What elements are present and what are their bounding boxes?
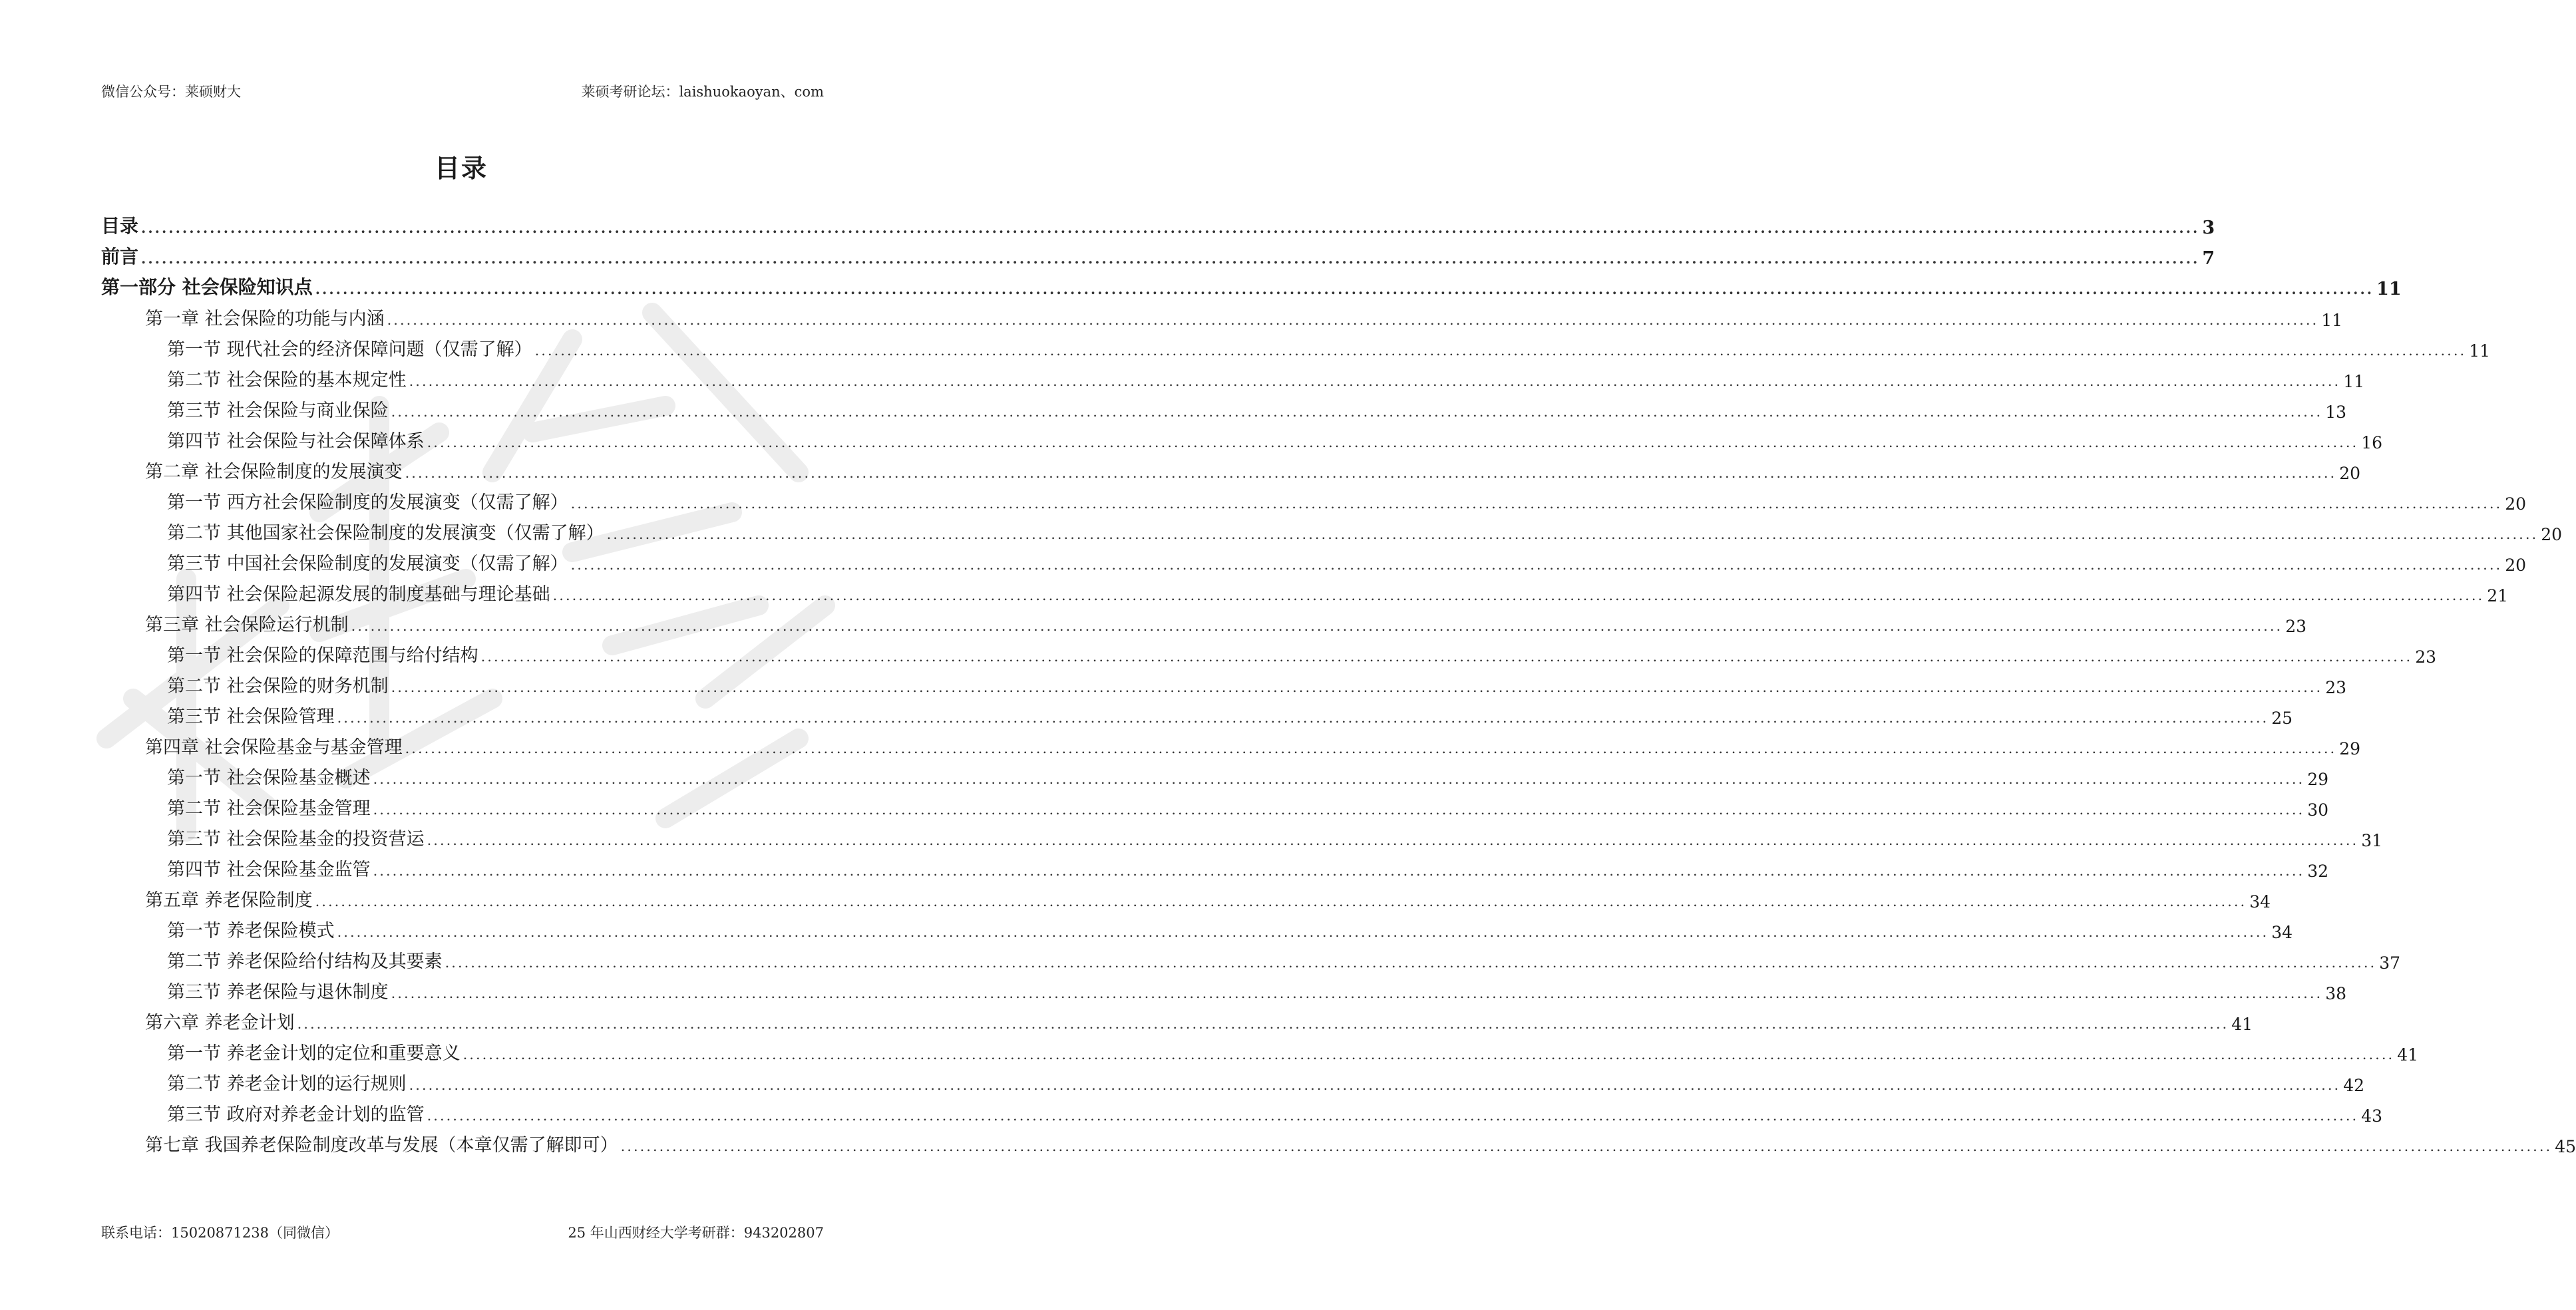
toc-entry-label: 第一节 现代社会的经济保障问题（仅需了解） <box>167 339 532 360</box>
toc-entry-label: 第一章 社会保险的功能与内涵 <box>145 309 385 329</box>
toc-dot-leader: ............................................................................................................................................................................................................................................................................................................ <box>141 220 2200 236</box>
toc-dot-leader: ............................................................................................................................................................................................................................................................................................................ <box>373 771 2305 787</box>
toc-entry-page-number: 25 <box>2271 709 2293 728</box>
toc-entry-chapter[interactable] <box>101 1126 2576 1156</box>
toc-entry-section[interactable] <box>101 391 2346 422</box>
toc-entry-label: 第二节 其他国家社会保险制度的发展演变（仅需了解） <box>167 523 604 544</box>
toc-entry-page-number: 32 <box>2307 862 2328 881</box>
toc-entry-label: 第二节 社会保险的财务机制 <box>167 676 389 697</box>
toc-entry-label: 第一节 养老保险模式 <box>167 921 335 941</box>
toc-dot-leader: ............................................................................................................................................................................................................................................................................................................ <box>337 710 2269 726</box>
toc-entry-page-number: 11 <box>2376 279 2402 299</box>
header-wechat: 微信公众号：莱硕财大 <box>101 84 241 100</box>
toc-entry-label: 第三节 社会保险基金的投资营运 <box>167 829 425 850</box>
toc-entry-part[interactable] <box>101 238 2215 269</box>
toc-entry-section[interactable] <box>101 697 2293 728</box>
toc-entry-page-number: 29 <box>2307 770 2328 789</box>
toc-dot-leader: ............................................................................................................................................................................................................................................................................................................ <box>387 312 2319 328</box>
toc-entry-label: 第一节 养老金计划的定位和重要意义 <box>167 1043 460 1064</box>
toc-dot-leader: ............................................................................................................................................................................................................................................................................................................ <box>391 679 2323 695</box>
toc-dot-leader: ............................................................................................................................................................................................................................................................................................................ <box>409 373 2341 389</box>
toc-entry-section[interactable] <box>101 1095 2382 1126</box>
toc-dot-leader: ............................................................................................................................................................................................................................................................................................................ <box>141 250 2200 267</box>
toc-entry-label: 第四节 社会保险与社会保障体系 <box>167 431 425 452</box>
toc-entry-page-number: 13 <box>2325 403 2346 422</box>
toc-dot-leader: ............................................................................................................................................................................................................................................................................................................ <box>405 740 2337 756</box>
toc-entry-section[interactable] <box>101 330 2490 361</box>
header-forum: 莱硕考研论坛：laishuokaoyan、com <box>581 84 824 100</box>
toc-dot-leader: ............................................................................................................................................................................................................................................................................................................ <box>315 894 2247 909</box>
toc-entry-section[interactable] <box>101 1034 2418 1064</box>
footer-phone: 联系电话：15020871238（同微信） <box>101 1225 339 1241</box>
toc-dot-leader: ............................................................................................................................................................................................................................................................................................................ <box>427 434 2359 450</box>
toc-entry-page-number: 23 <box>2325 678 2346 697</box>
toc-entry-page-number: 29 <box>2339 739 2360 758</box>
toc-entry-label: 第三节 政府对养老金计划的监管 <box>167 1104 425 1125</box>
table-of-contents <box>101 208 2576 1159</box>
toc-entry-page-number: 20 <box>2339 464 2360 483</box>
toc-entry-chapter[interactable] <box>101 728 2360 758</box>
toc-entry-page-number: 30 <box>2307 800 2328 820</box>
toc-dot-leader: ............................................................................................................................................................................................................................................................................................................ <box>620 1138 2553 1154</box>
toc-entry-label: 第三节 社会保险管理 <box>167 707 335 727</box>
toc-entry-label: 第六章 养老金计划 <box>145 1013 295 1033</box>
toc-dot-leader: ............................................................................................................................................................................................................................................................................................................ <box>462 1047 2395 1063</box>
toc-entry-chapter[interactable] <box>101 299 2342 330</box>
toc-entry-chapter[interactable] <box>101 881 2271 911</box>
toc-entry-page-number: 34 <box>2271 923 2293 942</box>
toc-entry-page-number: 41 <box>2397 1045 2418 1064</box>
toc-entry-page-number: 45 <box>2555 1137 2576 1156</box>
page-footer <box>101 1222 824 1242</box>
toc-dot-leader: ............................................................................................................................................................................................................................................................................................................ <box>570 496 2503 512</box>
toc-entry-label: 第二节 养老保险给付结构及其要素 <box>167 951 443 972</box>
toc-entry-label: 第二节 社会保险的基本规定性 <box>167 370 407 391</box>
toc-entry-page-number: 20 <box>2541 525 2562 544</box>
toc-dot-leader: ............................................................................................................................................................................................................................................................................................................ <box>391 404 2323 420</box>
toc-entry-label: 第二节 养老金计划的运行规则 <box>167 1074 407 1094</box>
toc-entry-page-number: 41 <box>2231 1015 2253 1034</box>
toc-entry-chapter[interactable] <box>101 452 2360 483</box>
toc-entry-section[interactable] <box>101 575 2508 605</box>
toc-dot-leader: ............................................................................................................................................................................................................................................................................................................ <box>427 1108 2359 1124</box>
toc-entry-label: 第一节 西方社会保险制度的发展演变（仅需了解） <box>167 492 568 513</box>
toc-dot-leader: ............................................................................................................................................................................................................................................................................................................ <box>445 955 2377 971</box>
toc-entry-label: 第三章 社会保险运行机制 <box>145 615 349 635</box>
toc-dot-leader: ............................................................................................................................................................................................................................................................................................................ <box>409 1077 2341 1093</box>
toc-dot-leader: ............................................................................................................................................................................................................................................................................................................ <box>337 924 2269 940</box>
toc-entry-section[interactable] <box>101 514 2562 544</box>
toc-entry-page-number: 31 <box>2361 831 2382 850</box>
toc-entry-chapter[interactable] <box>101 605 2306 636</box>
toc-entry-page-number: 11 <box>2321 311 2342 330</box>
toc-entry-section[interactable] <box>101 942 2400 973</box>
toc-entry-label: 第三节 中国社会保险制度的发展演变（仅需了解） <box>167 554 568 574</box>
toc-entry-page-number: 42 <box>2343 1076 2364 1095</box>
toc-dot-leader: ............................................................................................................................................................................................................................................................................................................ <box>480 649 2413 665</box>
page-title: 目录 <box>434 153 488 183</box>
toc-entry-page-number: 11 <box>2343 372 2364 391</box>
toc-entry-page-number: 34 <box>2249 892 2271 911</box>
toc-entry-part[interactable] <box>101 208 2215 238</box>
toc-entry-label: 第四节 社会保险起源发展的制度基础与理论基础 <box>167 584 550 605</box>
toc-entry-label: 第一节 社会保险基金概述 <box>167 768 371 788</box>
toc-entry-label: 第五章 养老保险制度 <box>145 890 313 911</box>
toc-entry-page-number: 3 <box>2202 218 2215 238</box>
toc-dot-leader: ............................................................................................................................................................................................................................................................................................................ <box>552 587 2485 603</box>
toc-dot-leader: ............................................................................................................................................................................................................................................................................................................ <box>534 343 2467 359</box>
toc-entry-label: 第七章 我国养老保险制度改革与发展（本章仅需了解即可） <box>145 1135 618 1156</box>
toc-entry-section[interactable] <box>101 636 2436 667</box>
toc-entry-section[interactable] <box>101 422 2382 452</box>
toc-entry-section[interactable] <box>101 911 2293 942</box>
toc-dot-leader: ............................................................................................................................................................................................................................................................................................................ <box>373 802 2305 818</box>
toc-dot-leader: ............................................................................................................................................................................................................................................................................................................ <box>391 985 2323 1001</box>
toc-entry-section[interactable] <box>101 973 2346 1003</box>
toc-entry-page-number: 23 <box>2415 647 2436 667</box>
toc-entry-label: 第二节 社会保险基金管理 <box>167 798 371 819</box>
toc-entry-chapter[interactable] <box>101 1003 2253 1034</box>
toc-entry-section[interactable] <box>101 820 2382 850</box>
toc-entry-page-number: 16 <box>2361 433 2382 452</box>
toc-entry-page-number: 11 <box>2469 341 2490 361</box>
toc-dot-leader: ............................................................................................................................................................................................................................................................................................................ <box>351 618 2283 634</box>
toc-dot-leader: ............................................................................................................................................................................................................................................................................................................ <box>297 1016 2229 1032</box>
toc-entry-page-number: 7 <box>2202 248 2215 269</box>
toc-entry-section[interactable] <box>101 361 2364 391</box>
toc-entry-section[interactable] <box>101 1064 2364 1095</box>
toc-dot-leader: ............................................................................................................................................................................................................................................................................................................ <box>315 281 2374 297</box>
page-header <box>101 81 824 101</box>
toc-dot-leader: ............................................................................................................................................................................................................................................................................................................ <box>427 832 2359 848</box>
toc-dot-leader: ............................................................................................................................................................................................................................................................................................................ <box>570 557 2503 573</box>
toc-entry-section[interactable] <box>101 483 2526 514</box>
toc-entry-page-number: 21 <box>2487 586 2508 605</box>
toc-entry-label: 第三节 社会保险与商业保险 <box>167 401 389 421</box>
toc-entry-section[interactable] <box>101 544 2526 575</box>
toc-entry-page-number: 37 <box>2379 953 2400 973</box>
toc-entry-page-number: 38 <box>2325 984 2346 1003</box>
toc-entry-page-number: 23 <box>2285 617 2306 636</box>
toc-entry-page-number: 43 <box>2361 1106 2382 1126</box>
toc-entry-part[interactable] <box>101 269 2402 299</box>
toc-entry-section[interactable] <box>101 789 2328 820</box>
toc-entry-label: 第四章 社会保险基金与基金管理 <box>145 737 403 758</box>
toc-dot-leader: ............................................................................................................................................................................................................................................................................................................ <box>405 465 2337 481</box>
toc-entry-page-number: 20 <box>2505 556 2526 575</box>
toc-entry-page-number: 20 <box>2505 494 2526 514</box>
toc-entry-section[interactable] <box>101 758 2328 789</box>
toc-dot-leader: ............................................................................................................................................................................................................................................................................................................ <box>606 526 2539 542</box>
toc-entry-label: 第一部分 社会保险知识点 <box>101 276 313 298</box>
footer-group: 25 年山西财经大学考研群：943202807 <box>568 1225 824 1241</box>
toc-entry-section[interactable] <box>101 667 2346 697</box>
toc-entry-label: 第二章 社会保险制度的发展演变 <box>145 462 403 482</box>
toc-entry-label: 前言 <box>101 246 139 267</box>
toc-entry-label: 第一节 社会保险的保障范围与给付结构 <box>167 645 478 666</box>
toc-entry-label: 第四节 社会保险基金监管 <box>167 860 371 880</box>
toc-entry-label: 第三节 养老保险与退休制度 <box>167 982 389 1003</box>
toc-entry-label: 目录 <box>101 215 139 237</box>
toc-entry-section[interactable] <box>101 850 2328 881</box>
toc-dot-leader: ............................................................................................................................................................................................................................................................................................................ <box>373 863 2305 879</box>
